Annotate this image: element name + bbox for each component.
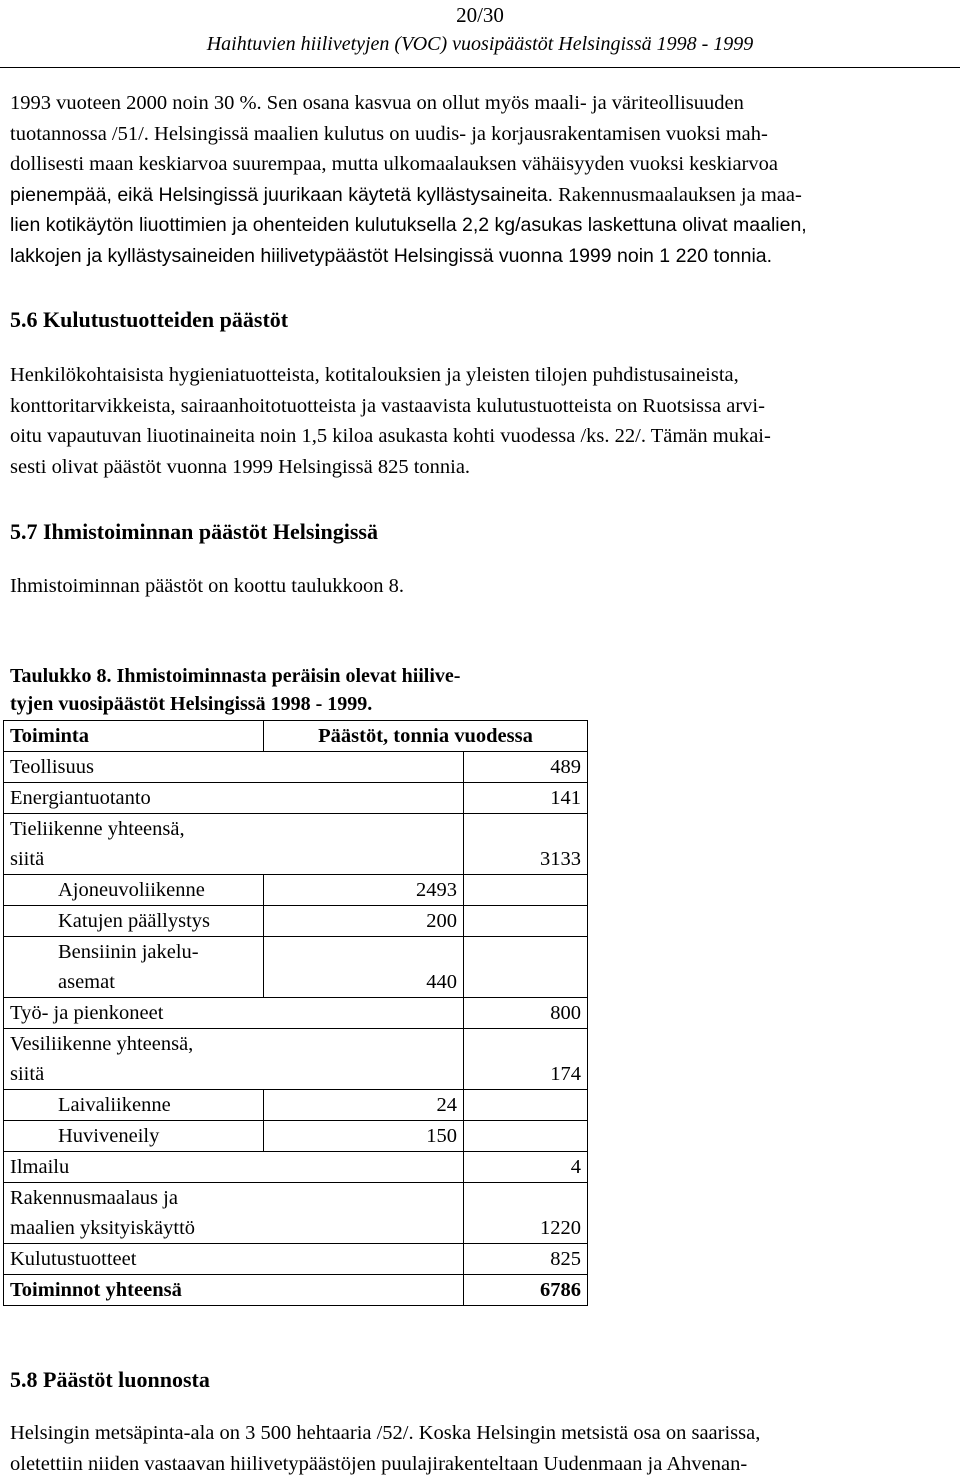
row-label (4, 814, 464, 875)
row-value: 825 (464, 1244, 588, 1275)
section-5-7-paragraph: Ihmistoiminnan päästöt on koottu taulukkoon 8. (10, 575, 405, 597)
row-label: Katujen päällystys (4, 906, 264, 937)
row-label (4, 1029, 464, 1090)
row-value: 6786 (464, 1275, 588, 1306)
table-caption (10, 662, 580, 718)
row-value: 4 (464, 1152, 588, 1183)
section-heading-5-7: 5.7 Ihmistoiminnan päästöt Helsingissä (10, 519, 378, 544)
table-row (4, 998, 588, 1029)
column-header-emissions: Päästöt, tonnia vuodessa (264, 721, 588, 752)
text-line: dollisesti maan keskiarvoa suurempaa, mutta ulkomaalauksen vähäisyyden vuoksi keskiarvoa (10, 153, 778, 175)
label-line: maalien yksityiskäyttö (10, 1217, 196, 1239)
table-row (4, 1029, 588, 1090)
table-row (4, 1183, 588, 1244)
empty-cell (464, 937, 588, 998)
text-line (10, 180, 807, 211)
row-label: Teollisuus (4, 752, 464, 783)
text-line: lien kotikäytön liuottimien ja ohenteiden kulutuksella 2,2 kg/asukas laskettuna olivat maalien, (10, 214, 807, 236)
table-row (4, 783, 588, 814)
empty-cell (464, 1121, 588, 1152)
row-value: 141 (464, 783, 588, 814)
text-line: lakkojen ja kyllästysaineiden hiilivetypäästöt Helsingissä vuonna 1999 noin 1 220 tonnia. (10, 244, 773, 267)
table-row (4, 1152, 588, 1183)
empty-cell (464, 875, 588, 906)
table-row (4, 1244, 588, 1275)
text-line: oletettiin niiden vastaavan hiilivetypäästöjen puulajirakenteltaan Uudenmaan ja Ahvenan- (10, 1452, 748, 1475)
table-subrow (4, 1090, 588, 1121)
text-line: sesti olivat päästöt vuonna 1999 Helsingissä 825 tonnia. (10, 455, 471, 478)
column-header-activity: Toiminta (4, 721, 264, 752)
text-line: 1993 vuoteen 2000 noin 30 %. Sen osana kasvua on ollut myös maali- ja väriteollisuuden (10, 92, 744, 114)
row-value: 24 (264, 1090, 464, 1121)
text-segment: Rakennusmaalauksen ja maa- (553, 183, 802, 206)
row-value: 200 (264, 906, 464, 937)
text-line: tuotannossa /51/. Helsingissä maalien kulutus on uudis- ja korjausrakentamisen vuoksi mah- (10, 122, 768, 145)
row-label: Ilmailu (4, 1152, 464, 1183)
row-value: 3133 (464, 814, 588, 875)
row-value: 1220 (464, 1183, 588, 1244)
table-row (4, 814, 588, 875)
section-heading-5-6: 5.6 Kulutustuotteiden päästöt (10, 307, 289, 332)
label-line: Rakennusmaalaus ja (10, 1187, 178, 1209)
table-subrow (4, 906, 588, 937)
text-line: Henkilökohtaisista hygieniatuotteista, kotitalouksien ja yleisten tilojen puhdistusaineista, (10, 364, 739, 386)
section-heading-5-8: 5.8 Päästöt luonnosta (10, 1367, 210, 1392)
table-subrow (4, 1121, 588, 1152)
page-number: 20/30 (456, 3, 504, 27)
row-value: 489 (464, 752, 588, 783)
row-label: Kulutustuotteet (4, 1244, 464, 1275)
row-value: 174 (464, 1029, 588, 1090)
label-line: Vesiliikenne yhteensä, (10, 1033, 194, 1055)
emissions-table (3, 720, 588, 1306)
row-label: Ajoneuvoliikenne (4, 875, 264, 906)
empty-cell (464, 1090, 588, 1121)
row-label: Huviveneily (4, 1121, 264, 1152)
text-line: Helsingin metsäpinta-ala on 3 500 hehtaaria /52/. Koska Helsingin metsistä osa on saarissa, (10, 1422, 761, 1444)
row-label (4, 1183, 464, 1244)
label-line: Bensiinin jakelu- (58, 941, 199, 963)
caption-line: Taulukko 8. Ihmistoiminnasta peräisin olevat hiilive- (10, 665, 461, 687)
row-value: 2493 (264, 875, 464, 906)
row-label: Laivaliikenne (4, 1090, 264, 1121)
row-label: Toiminnot yhteensä (4, 1275, 464, 1306)
intro-paragraph (10, 88, 807, 271)
table-subrow (4, 875, 588, 906)
table-header-row (4, 721, 588, 752)
table-subrow (4, 937, 588, 998)
empty-cell (464, 906, 588, 937)
section-5-8-paragraph (10, 1418, 760, 1479)
section-5-6-paragraph (10, 360, 771, 482)
row-value: 800 (464, 998, 588, 1029)
document-title: Haihtuvien hiilivetyjen (VOC) vuosipäästöt Helsingissä 1998 - 1999 (206, 33, 754, 55)
row-value: 440 (264, 937, 464, 998)
text-line: oitu vapautuvan liuotinaineita noin 1,5 kiloa asukasta kohti vuodessa /ks. 22/. Tämän mukai- (10, 425, 771, 447)
text-segment: pienempää, eikä Helsingissä juurikaan käytetä kyllästysaineita. (10, 183, 554, 206)
page-header (0, 0, 960, 68)
table-total-row (4, 1275, 588, 1306)
label-line: siitä (10, 1063, 45, 1085)
row-label (4, 937, 264, 998)
row-label: Työ- ja pienkoneet (4, 998, 464, 1029)
row-value: 150 (264, 1121, 464, 1152)
table-row (4, 752, 588, 783)
label-line: siitä (10, 848, 45, 870)
label-line: Tieliikenne yhteensä, (10, 818, 185, 840)
row-label: Energiantuotanto (4, 783, 464, 814)
text-line: konttoritarvikkeista, sairaanhoitotuotteista ja vastaavista kulutustuotteista on Ruotsissa arvi- (10, 394, 765, 417)
label-line: asemat (58, 971, 115, 993)
caption-line: tyjen vuosipäästöt Helsingissä 1998 - 1999. (10, 693, 373, 715)
